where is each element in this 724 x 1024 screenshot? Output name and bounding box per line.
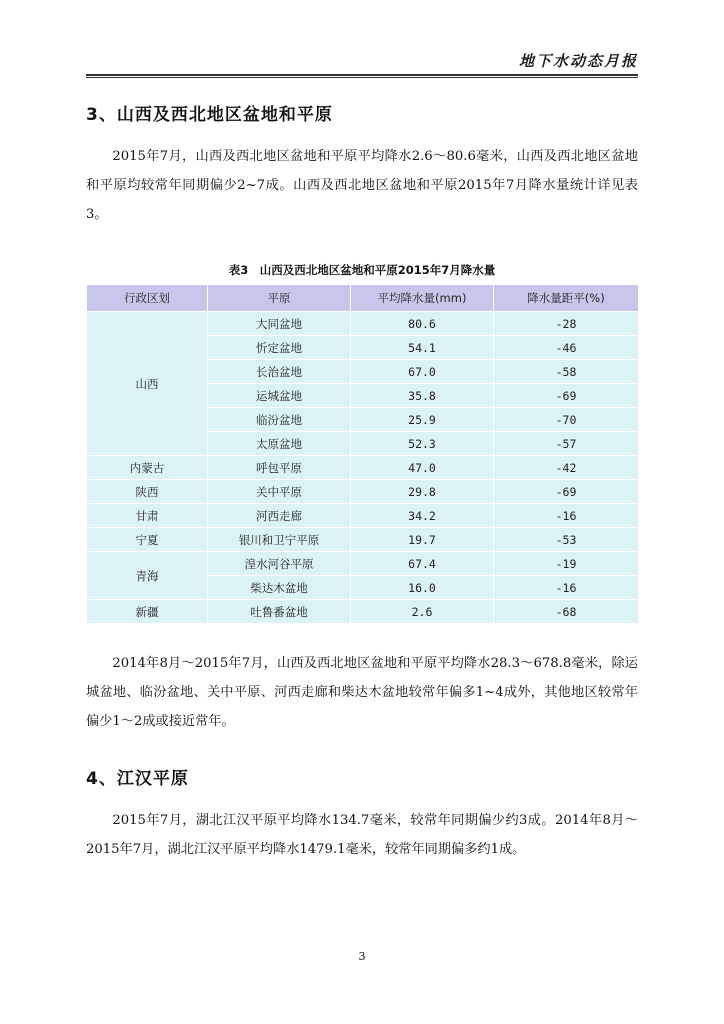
anomaly-cell: -16 <box>494 576 639 600</box>
section-3-heading: 3、山西及西北地区盆地和平原 <box>86 105 333 125</box>
precip-cell: 67.0 <box>351 360 494 384</box>
plain-cell: 临汾盆地 <box>208 408 351 432</box>
precip-cell: 80.6 <box>351 312 494 336</box>
precip-cell: 54.1 <box>351 336 494 360</box>
plain-cell: 吐鲁番盆地 <box>208 600 351 624</box>
table-row <box>87 600 639 624</box>
anomaly-cell: -28 <box>494 312 639 336</box>
region-cell: 新疆 <box>87 600 208 624</box>
plain-cell: 大同盆地 <box>208 312 351 336</box>
precip-cell: 35.8 <box>351 384 494 408</box>
region-cell: 山西 <box>87 312 208 456</box>
table-3-caption: 表3 山西及西北地区盆地和平原2015年7月降水量 <box>228 263 496 277</box>
header-rule-thin <box>86 77 638 78</box>
anomaly-cell: -19 <box>494 552 639 576</box>
anomaly-cell: -58 <box>494 360 639 384</box>
table-row <box>87 456 639 480</box>
plain-cell: 忻定盆地 <box>208 336 351 360</box>
region-cell: 陕西 <box>87 480 208 504</box>
plain-cell: 运城盆地 <box>208 384 351 408</box>
plain-cell: 银川和卫宁平原 <box>208 528 351 552</box>
table-row <box>87 528 639 552</box>
header-avg-precip: 平均降水量(mm) <box>351 285 494 312</box>
precip-cell: 16.0 <box>351 576 494 600</box>
header-region: 行政区划 <box>87 285 208 312</box>
header-plain: 平原 <box>208 285 351 312</box>
region-cell: 宁夏 <box>87 528 208 552</box>
anomaly-cell: -42 <box>494 456 639 480</box>
anomaly-cell: -53 <box>494 528 639 552</box>
plain-cell: 呼包平原 <box>208 456 351 480</box>
precip-cell: 67.4 <box>351 552 494 576</box>
table-row <box>87 312 639 336</box>
plain-cell: 太原盆地 <box>208 432 351 456</box>
page-number: 3 <box>358 950 366 963</box>
plain-cell: 柴达木盆地 <box>208 576 351 600</box>
section-4-heading: 4、江汉平原 <box>86 769 189 789</box>
precip-cell: 34.2 <box>351 504 494 528</box>
anomaly-cell: -70 <box>494 408 639 432</box>
precip-cell: 29.8 <box>351 480 494 504</box>
header-anomaly: 降水量距平(%) <box>494 285 639 312</box>
precip-cell: 25.9 <box>351 408 494 432</box>
header-rule <box>86 74 638 76</box>
anomaly-cell: -16 <box>494 504 639 528</box>
section-3-paragraph-2: 2014年8月～2015年7月，山西及西北地区盆地和平原平均降水28.3～678.8毫米，除运城盆地、临汾盆地、关中平原、河西走廊和柴达木盆地较常年偏多1~4成外，其他地区较常年偏少1～2成或接近常年。 <box>86 656 638 729</box>
section-3-paragraph-1: 2015年7月，山西及西北地区盆地和平原平均降水2.6～80.6毫米，山西及西北地区盆地和平原均较常年同期偏少2~7成。山西及西北地区盆地和平原2015年7月降水量统计详见表3。 <box>86 149 638 222</box>
table-row <box>87 480 639 504</box>
precip-cell: 19.7 <box>351 528 494 552</box>
anomaly-cell: -69 <box>494 480 639 504</box>
table-row <box>87 504 639 528</box>
anomaly-cell: -68 <box>494 600 639 624</box>
region-cell: 内蒙古 <box>87 456 208 480</box>
precip-cell: 47.0 <box>351 456 494 480</box>
table-row <box>87 552 639 576</box>
table-header-row <box>87 285 639 312</box>
precip-cell: 52.3 <box>351 432 494 456</box>
anomaly-cell: -57 <box>494 432 639 456</box>
region-cell: 甘肃 <box>87 504 208 528</box>
section-4-paragraph-1: 2015年7月，湖北江汉平原平均降水134.7毫米，较常年同期偏少约3成。2014年8月～2015年7月，湖北江汉平原平均降水1479.1毫米，较常年同期偏多约1成。 <box>86 813 638 857</box>
report-title: 地下水动态月报 <box>518 52 638 70</box>
plain-cell: 长治盆地 <box>208 360 351 384</box>
anomaly-cell: -69 <box>494 384 639 408</box>
region-cell: 青海 <box>87 552 208 600</box>
precip-cell: 2.6 <box>351 600 494 624</box>
precipitation-table <box>86 284 639 624</box>
plain-cell: 湟水河谷平原 <box>208 552 351 576</box>
anomaly-cell: -46 <box>494 336 639 360</box>
plain-cell: 关中平原 <box>208 480 351 504</box>
plain-cell: 河西走廊 <box>208 504 351 528</box>
